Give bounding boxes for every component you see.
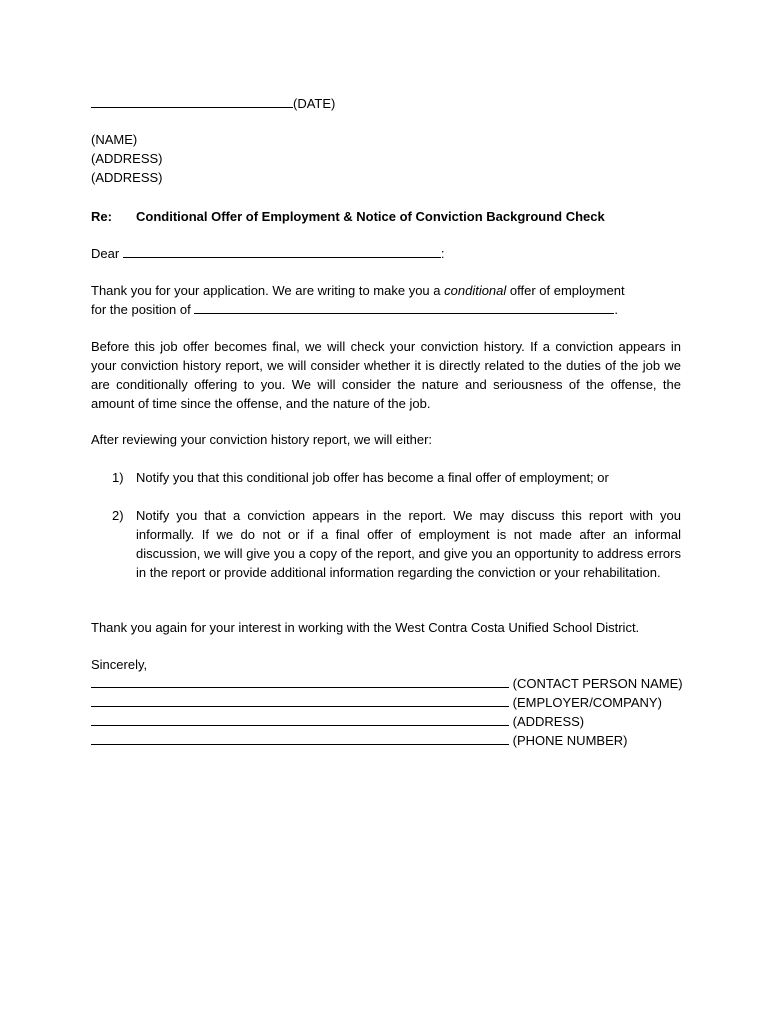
- position-label: for the position of: [91, 302, 191, 317]
- salutation-colon: :: [440, 246, 445, 261]
- conviction-check-paragraph: Before this job offer becomes final, we will check your conviction history. If a conviction appears in your conviction history report, we will consider whether it is directly related to the duties of the job we are conditionally offering to you. We will consider the nature and seriousness of the offense, the amount of time since the offense, and the nature of the job.: [91, 339, 681, 411]
- list-number: 2): [112, 508, 124, 523]
- closing-thanks: Thank you again for your interest in working with the West Contra Costa Unified School District.: [91, 620, 640, 635]
- offer-text-after: offer of employment: [509, 283, 625, 298]
- signature-label: (CONTACT PERSON NAME): [512, 676, 683, 691]
- sincerely: Sincerely,: [91, 657, 148, 672]
- list-text: Notify you that a conviction appears in the report. We may discuss this report with you informally. If we do not or if a final offer of employment is not made after an informal discussion, we will give you a copy of the report, and give you an opportunity to address errors in the report or provide additional information regarding the conviction or your rehabilitation.: [136, 508, 681, 580]
- salutation-dear: Dear: [91, 246, 120, 261]
- recipient-address-2: (ADDRESS): [91, 170, 163, 185]
- offer-text-before: Thank you for your application. We are writing to make you a: [91, 283, 441, 298]
- signature-label: (ADDRESS): [512, 714, 585, 729]
- signature-line: [91, 731, 683, 750]
- date-line: [91, 94, 335, 113]
- signature-line: [91, 693, 683, 712]
- position-period: .: [614, 302, 618, 317]
- signature-blank: [91, 731, 509, 745]
- signature-blank: [91, 674, 509, 688]
- salutation-blank: [123, 244, 441, 258]
- date-blank: [91, 94, 293, 108]
- signature-label: (EMPLOYER/COMPANY): [512, 695, 662, 710]
- list-item: [91, 468, 681, 487]
- signature-blank: [91, 693, 509, 707]
- signature-block: [91, 674, 683, 750]
- offer-line-2: [91, 300, 681, 319]
- subject-line: [91, 207, 605, 226]
- recipient-name: (NAME): [91, 132, 138, 147]
- signature-label: (PHONE NUMBER): [512, 733, 628, 748]
- offer-paragraph: [91, 281, 681, 319]
- date-label: (DATE): [293, 96, 336, 111]
- signature-blank: [91, 712, 509, 726]
- recipient-address-1: (ADDRESS): [91, 151, 163, 166]
- subject-re-label: Re:: [91, 209, 112, 224]
- offer-italic-word: conditional: [444, 283, 507, 298]
- recipient-block: [91, 130, 163, 187]
- position-blank: [194, 300, 614, 314]
- subject-text: Conditional Offer of Employment & Notice of Conviction Background Check: [136, 209, 605, 224]
- offer-line-1: [91, 281, 681, 300]
- list-item: [91, 506, 681, 582]
- list-number: 1): [112, 470, 124, 485]
- list-text: Notify you that this conditional job offer has become a final offer of employment; or: [136, 470, 609, 485]
- salutation-line: [91, 244, 444, 263]
- signature-line: [91, 674, 683, 693]
- signature-line: [91, 712, 683, 731]
- after-review-paragraph: After reviewing your conviction history report, we will either:: [91, 432, 433, 447]
